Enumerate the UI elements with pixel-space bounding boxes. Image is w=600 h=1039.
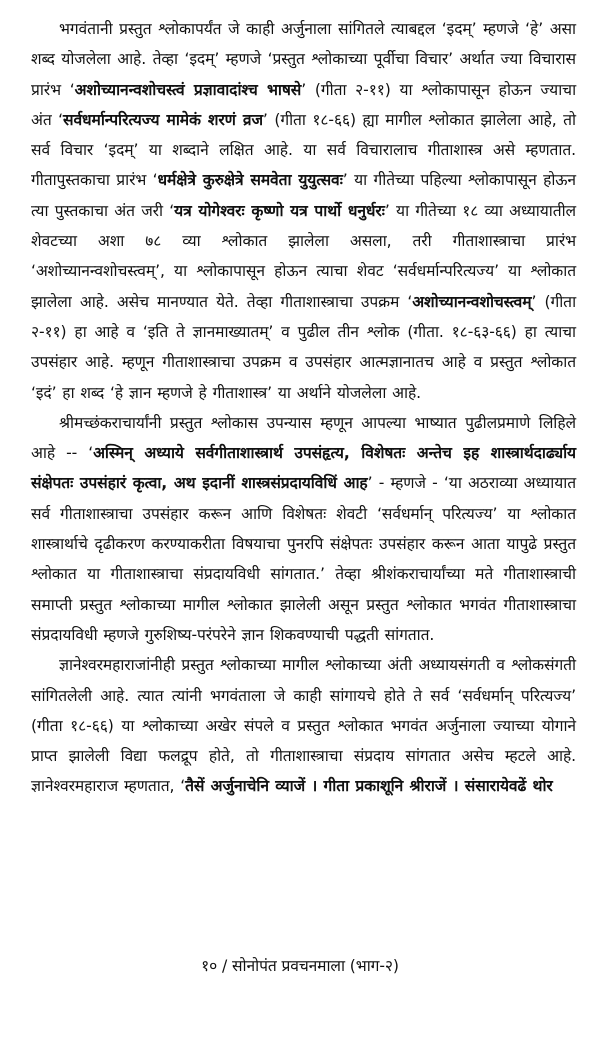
bold-quote: अस्मिन् अध्याये सर्वगीताशास्त्रार्थ उपसंहृत्य, विशेषतः अन्तेच इह शास्त्रार्थदार्ढ्याय संक्षेपतः उपसंहारं कृत्वा, अथ इदानीं शास्त्रसंप्रदायविधिं आह [31, 444, 576, 493]
text-run: श्रीमच्छंकराचार्यांनी प्रस्तुत श्लोकास उपन्यास म्हणून आपल्या भाष्यात पुढीलप्रमाणे लिहिले आहे -- ‘ [31, 413, 576, 463]
paragraph-1 [31, 14, 576, 408]
text-run: ’ या गीतेच्या १८ व्या अध्यायातील शेवटच्या अशा ७८ व्या श्लोकात झालेला असला, तरी गीताशास्त्राचा प्रारंभ ‘अशोच्यानन्वशोचस्त्वम्’, या श्लोकापासून होऊन त्याचा शेवट ‘सर्वधर्मान्परित्यज्य’ या श्लोकात झालेला आहे. असेच मानण्यात येते. तेव्हा गीताशास्त्राचा उपक्रम ‘ [31, 201, 576, 311]
paragraph-2 [31, 408, 576, 650]
bold-quote: धर्मक्षेत्रे कुरुक्षेत्रे समवेता युयुत्सवः [157, 171, 343, 190]
bold-quote: अशोच्यानन्वशोचस्त्वम् [412, 292, 532, 311]
text-run: ’ (गीता २-११) हा आहे व ‘इति ते ज्ञानमाख्यातम्’ व पुढील तीन श्लोक (गीता. १८-६३-६६) हा त्याचा उपसंहार आहे. म्हणून गीताशास्त्राचा उपक्रम व उपसंहार आत्मज्ञानातच आहे व प्रस्तुत श्लोकात ‘इदं’ हा शब्द ‘हे ज्ञान म्हणजे हे गीताशास्त्र’ या अर्थाने योजलेला आहे. [31, 292, 577, 402]
text-run: ज्ञानेश्वरमहाराजांनीही प्रस्तुत श्लोकाच्या मागील श्लोकाच्या अंती अध्यायसंगती व श्लोकसंगती सांगितलेली आहे. त्यात त्यांनी भगवंताला जे काही सांगायचे होते ते सर्व ‘सर्वधर्मान् परित्यज्य’ (गीता १८-६६) या श्लोकाच्या अखेर संपले व प्रस्तुत श्लोकात भगवंत अर्जुनाला ज्याच्या योगाने प्राप्त झालेली विद्या फलद्रूप होते, तो गीताशास्त्राचा संप्रदाय सांगतात असेच म्हटले आहे. ज्ञानेश्वरमहाराज म्हणतात, ‘ [31, 656, 576, 796]
paragraph-3 [31, 650, 576, 801]
text-run: ’ (गीता २-११) या श्लोकापासून होऊन ज्याचा अंत ‘ [31, 80, 577, 129]
bold-quote: सर्वधर्मान्परित्यज्य मामेकं शरणं व्रज [63, 110, 263, 129]
bold-quote: अशोच्यानन्वशोचस्त्वं प्रज्ञावादांश्च भाषसे [74, 80, 302, 99]
page-body [31, 14, 576, 802]
text-run: भगवंतानी प्रस्तुत श्लोकापर्यंत जे काही अर्जुनाला सांगितले त्याबद्दल ‘इदम्’ म्हणजे ‘हे’ असा शब्द योजलेला आहे. तेव्हा ‘इदम्’ म्हणजे ‘प्रस्तुत श्लोकाच्या पूर्वीचा विचार’ अर्थात ज्या विचारास प्रारंभ ‘ [31, 20, 576, 99]
text-run: ’ - म्हणजे - ‘या अठराव्या अध्यायात सर्व गीताशास्त्राचा उपसंहार करून आणि विशेषतः शेवटी ‘सर्वधर्मान् परित्यज्य’ या श्लोकात शास्त्रार्थाचे दृढीकरण करण्याकरीता विषयाचा पुनरपि संक्षेपतः उपसंहार करून आता यापुढे प्रस्तुत श्लोकात या गीताशास्त्राचा संप्रदायविधी सांगतात.’ तेव्हा श्रीशंकराचार्यांच्या मते गीताशास्त्राची समाप्ती प्रस्तुत श्लोकाच्या मागील श्लोकात झालेली असून प्रस्तुत श्लोकात भगवंत गीताशास्त्राचा संप्रदायविधी म्हणजे गुरुशिष्य-परंपरेने ज्ञान शिकवण्याची पद्धती सांगतात. [31, 474, 576, 644]
bold-quote: यत्र योगेश्वरः कृष्णो यत्र पार्थो धनुर्धरः [174, 201, 385, 220]
bold-quote: तैसें अर्जुनाचेनि व्याजें । गीता प्रकाशूनि श्रीराजें । संसारायेवढें थोर [185, 777, 553, 796]
text-run: ’ या गीतेच्या पहिल्या श्लोकापासून होऊन त्या पुस्तकाचा अंत जरी ‘ [31, 171, 576, 220]
text-run: ’ (गीता १८-६६) ह्या मागील श्लोकात झालेला आहे, तो सर्व विचार ‘इदम्’ या शब्दाने लक्षित आहे. या सर्व विचारालाच गीताशास्त्र असे म्हणतात. गीतापुस्तकाचा प्रारंभ ‘ [31, 110, 576, 190]
page-footer: १० / सोनोपंत प्रवचनमाला (भाग-२) [201, 957, 399, 975]
